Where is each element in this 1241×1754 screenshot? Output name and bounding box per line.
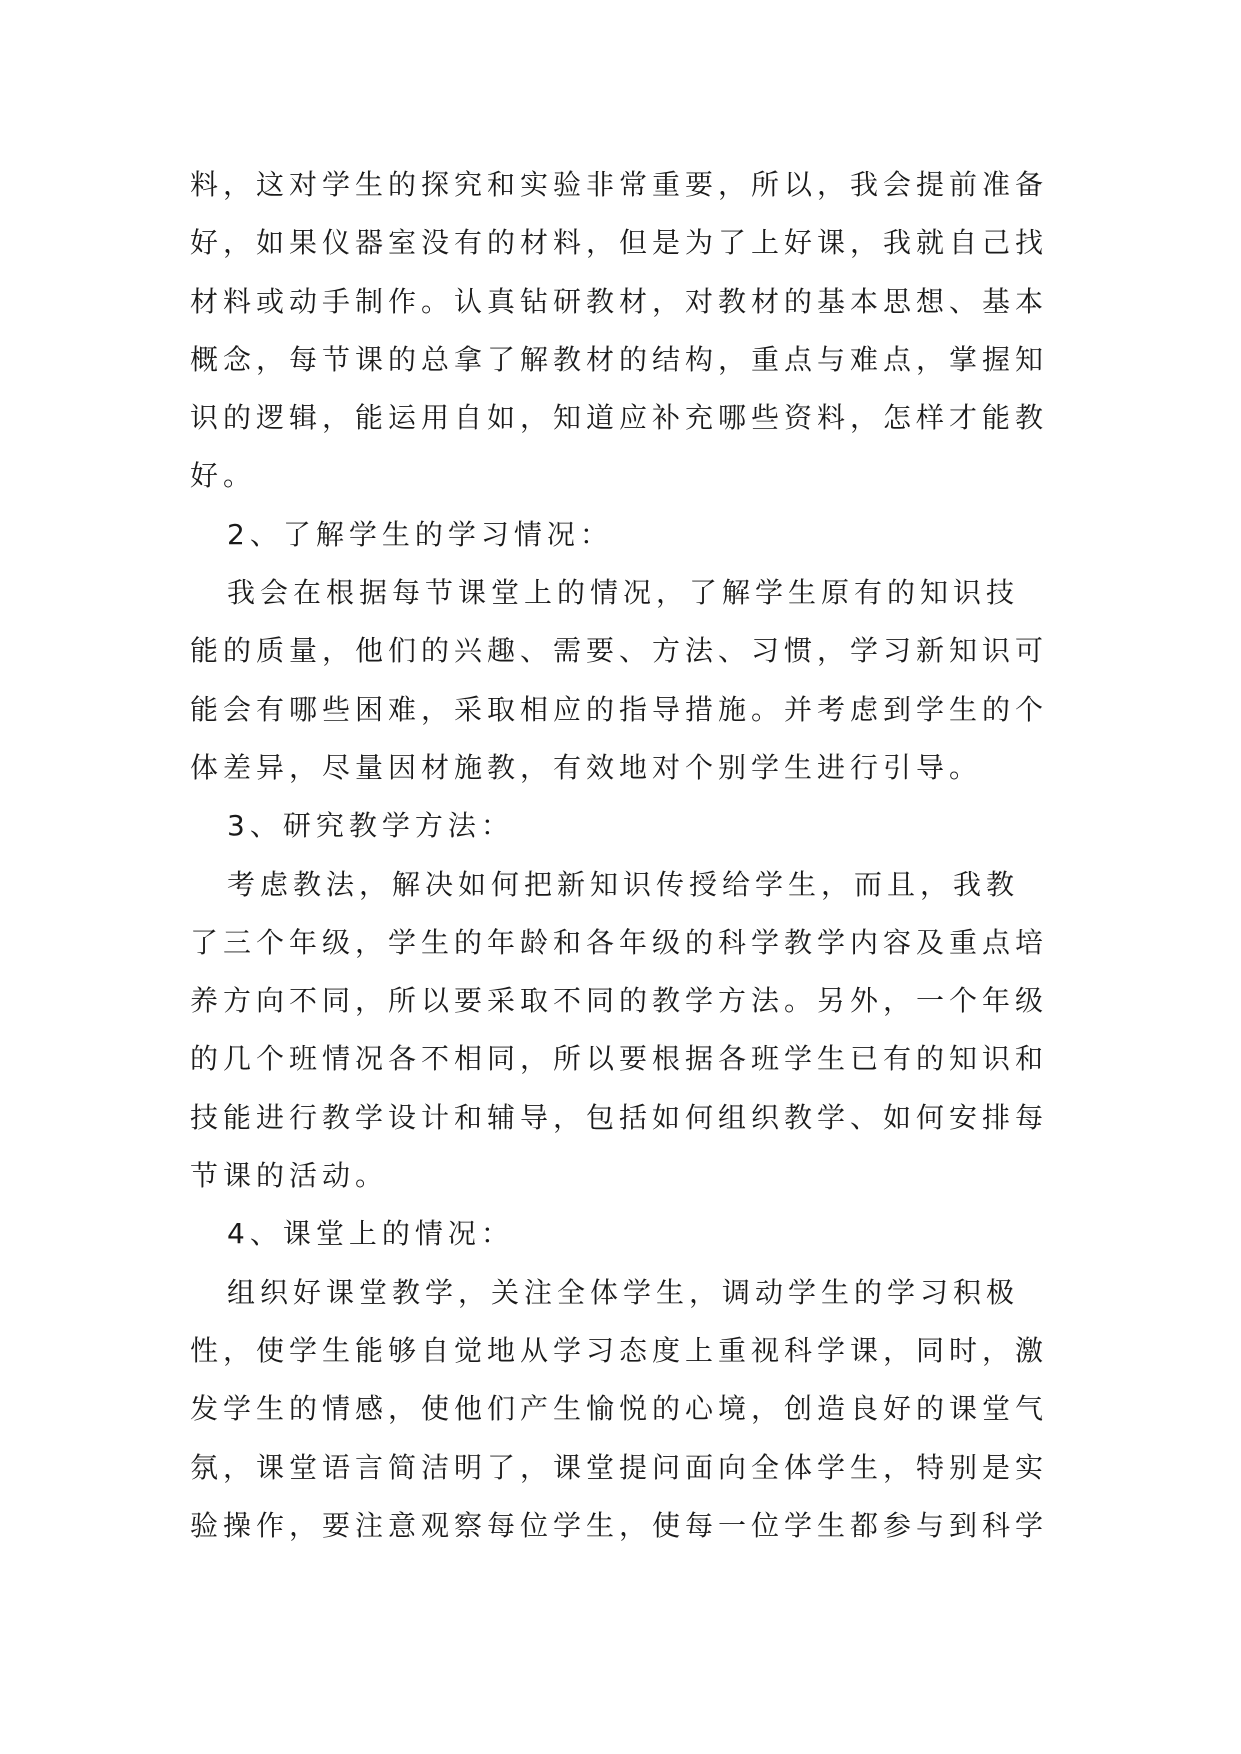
text-line: 发学生的情感，使他们产生愉悦的心境，创造良好的课堂气 — [190, 1392, 1049, 1426]
text-line: 好。 — [190, 459, 257, 493]
text-line: 料，这对学生的探究和实验非常重要，所以，我会提前准备 — [190, 168, 1049, 201]
heading-text: 2、了解学生的学习情况： — [227, 517, 613, 551]
text-line: 材料或动手制作。认真钻研教材，对教材的基本思想、基本 — [190, 284, 1049, 318]
text-line: 能的质量，他们的兴趣、需要、方法、习惯，学习新知识可 — [190, 634, 1049, 668]
text-line: 节课的活动。 — [190, 1159, 389, 1193]
text-line: 体差异，尽量因材施教，有效地对个别学生进行引导。 — [190, 750, 983, 784]
text-line: 氛，课堂语言简洁明了，课堂提问面向全体学生，特别是实 — [190, 1450, 1049, 1484]
text-line: 能会有哪些困难，采取相应的指导措施。并考虑到学生的个 — [190, 692, 1049, 726]
text-line: 考虑教法，解决如何把新知识传授给学生，而且，我教 — [227, 867, 1020, 901]
heading-text: 3、研究教学方法： — [227, 809, 514, 843]
document-body — [190, 156, 1060, 1555]
section-heading — [190, 797, 1060, 855]
text-line: 验操作，要注意观察每位学生，使每一位学生都参与到科学 — [190, 1508, 1049, 1542]
paragraph — [190, 156, 1060, 506]
heading-text: 4、课堂上的情况： — [227, 1217, 514, 1251]
text-line: 我会在根据每节课堂上的情况，了解学生原有的知识技 — [227, 576, 1020, 610]
text-line: 性，使学生能够自觉地从学习态度上重视科学课，同时，激 — [190, 1333, 1049, 1367]
paragraph — [190, 564, 1060, 797]
text-line: 好，如果仪器室没有的材料，但是为了上好课，我就自己找 — [190, 226, 1049, 260]
text-line: 概念，每节课的总拿了解教材的结构，重点与难点，掌握知 — [190, 342, 1049, 376]
text-line: 了三个年级，学生的年龄和各年级的科学教学内容及重点培 — [190, 925, 1049, 959]
text-line: 技能进行教学设计和辅导，包括如何组织教学、如何安排每 — [190, 1100, 1049, 1134]
section-heading — [190, 1205, 1060, 1263]
section-heading — [190, 506, 1060, 564]
paragraph — [190, 1264, 1060, 1555]
text-line: 组织好课堂教学，关注全体学生，调动学生的学习积极 — [227, 1275, 1020, 1309]
paragraph — [190, 856, 1060, 1206]
text-line: 识的逻辑，能运用自如，知道应补充哪些资料，怎样才能教 — [190, 401, 1049, 435]
text-line: 的几个班情况各不相同，所以要根据各班学生已有的知识和 — [190, 1042, 1049, 1076]
text-line: 养方向不同，所以要采取不同的教学方法。另外，一个年级 — [190, 984, 1049, 1018]
